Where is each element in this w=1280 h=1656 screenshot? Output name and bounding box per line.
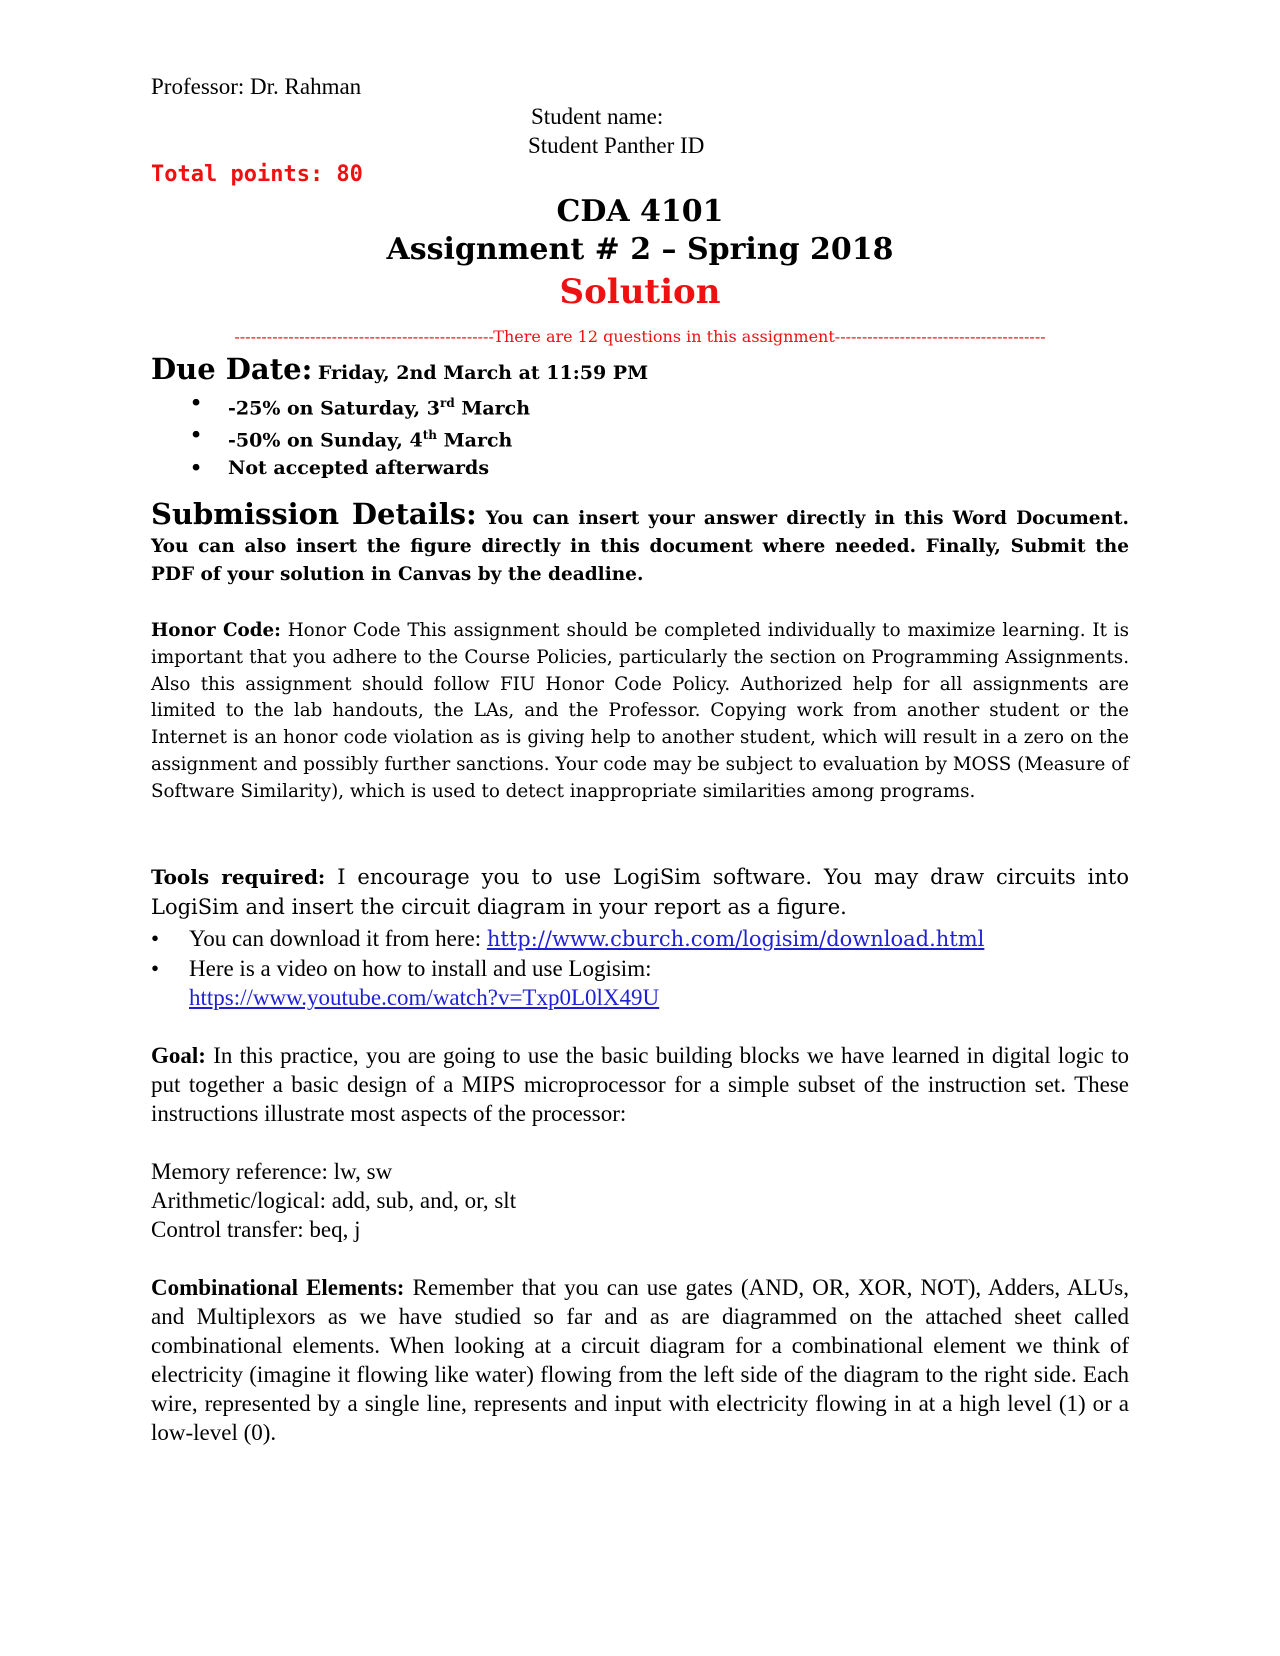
student-name-line: Student name: xyxy=(531,104,664,129)
tools-label: Tools required: xyxy=(151,865,326,889)
combinational-label: Combinational Elements: xyxy=(151,1275,405,1300)
combinational-text: Remember that you can use gates (AND, OR, XOR, NOT), Adders, ALUs, and Multiplexors as we have studied so far and as are diagrammed on the attached sheet called combinational elements. When looking at a circuit diagram for a combinational element we think of electricity (imagine it flowing like water) flowing from the left side of the diagram to the right side. Each wire, represented by a single line, represents and input with electricity flowing in at a high level (1) or a low-level (0). xyxy=(151,1275,1129,1445)
submission-paragraph xyxy=(151,497,1129,589)
control-transfer-line: Control transfer: beq, j xyxy=(151,1217,361,1242)
honor-text: Honor Code This assignment should be completed individually to maximize learning. It is important that you adhere to the Course Policies, particularly the section on Programming Assignments. Also this assignment should follow FIU Honor Code Policy. Authorized help for all assignments are limited to the lab handouts, the LAs, and the Professor. Copying work from another student or the Internet is an honor code violation as is giving help to another student, which will result in a zero on the assignment and possibly further sanctions. Your code may be subject to evaluation by MOSS (Measure of Software Similarity), which is used to detect inappropriate similarities among programs. xyxy=(151,620,1129,802)
goal-paragraph xyxy=(151,1041,1129,1128)
tools-text: I encourage you to use LogiSim software. You may draw circuits into LogiSim and insert the circuit diagram in your report as a figure. xyxy=(151,865,1129,919)
due-date-label: Due Date: xyxy=(151,352,313,386)
tools-bullet-2: • Here is a video on how to install and use Logisim: xyxy=(151,956,652,981)
tools-paragraph xyxy=(151,862,1129,922)
memory-reference-line: Memory reference: lw, sw xyxy=(151,1159,393,1184)
arithmetic-logical-line: Arithmetic/logical: add, sub, and, or, slt xyxy=(151,1188,517,1213)
tools-bullets xyxy=(151,924,984,1012)
tools-bullet-2-link-line xyxy=(151,983,984,1012)
due-item-3: • Not accepted afterwards xyxy=(190,456,490,479)
solution-title: Solution xyxy=(559,272,721,312)
honor-paragraph xyxy=(151,618,1129,806)
goal-label: Goal: xyxy=(151,1043,206,1068)
due-item-1: • -25% on Saturday, 3rd March xyxy=(190,392,531,420)
tools-bullet-1: • You can download it from here: http://www.cburch.com/logisim/download.html xyxy=(151,926,985,951)
professor-line: Professor: Dr. Rahman xyxy=(151,74,362,99)
due-date-value: Friday, 2nd March at 11:59 PM xyxy=(317,362,649,384)
logisim-download-link[interactable]: http://www.cburch.com/logisim/download.html xyxy=(486,927,985,951)
submission-label: Submission Details: xyxy=(151,497,477,531)
assignment-title: Assignment # 2 – Spring 2018 xyxy=(386,232,894,267)
course-title: CDA 4101 xyxy=(556,194,724,229)
goal-text: In this practice, you are going to use the basic building blocks we have learned in digital logic to put together a basic design of a MIPS microprocessor for a simple subset of the instruction set. These instructions illustrate most aspects of the processor: xyxy=(151,1043,1129,1126)
due-item-2: • -50% on Sunday, 4th March xyxy=(190,424,513,452)
due-date-list xyxy=(190,390,530,482)
honor-label: Honor Code: xyxy=(151,620,281,641)
instruction-subset xyxy=(151,1157,516,1244)
logisim-video-link[interactable]: https://www.youtube.com/watch?v=Txp0L0lX49U xyxy=(189,985,660,1010)
combinational-paragraph xyxy=(151,1273,1129,1447)
total-points: Total points: 80 xyxy=(151,162,363,187)
question-count-line: ------------------------------------------------There are 12 questions in this assignment--------------------------------------- xyxy=(234,327,1046,346)
student-id-line: Student Panther ID xyxy=(528,133,705,158)
submission-text: You can insert your answer directly in this Word Document. You can also insert the figure directly in this document where needed. Finally, Submit the PDF of your solution in Canvas by the deadline. xyxy=(151,508,1129,585)
due-date-line xyxy=(151,352,648,386)
